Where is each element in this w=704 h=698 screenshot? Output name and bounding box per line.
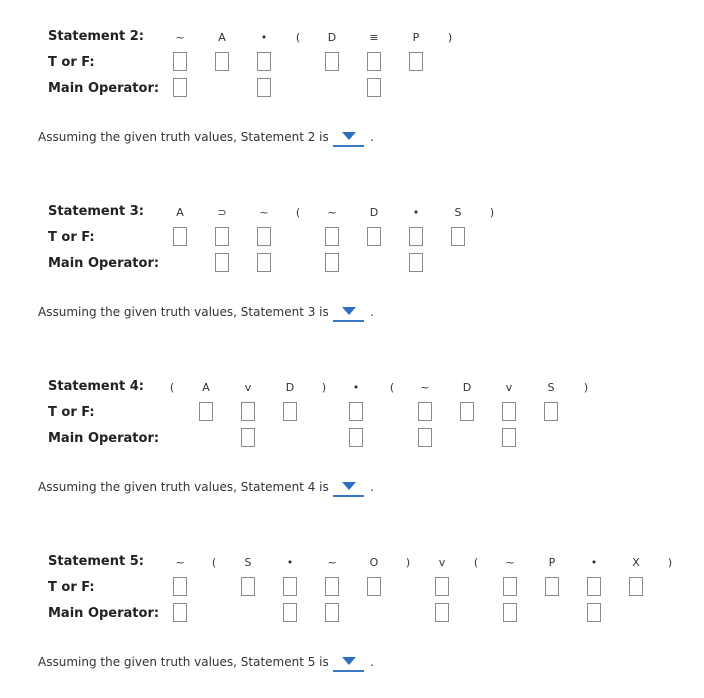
tf-input-box[interactable] — [367, 577, 381, 596]
tf-input-box[interactable] — [367, 227, 381, 246]
symbol-dot: • — [412, 206, 420, 219]
symbol-letter: D — [285, 381, 295, 394]
symbol-letter: O — [369, 556, 379, 569]
tf-input-box[interactable] — [409, 52, 423, 71]
tf-input-box[interactable] — [241, 577, 255, 596]
main-operator-label: Main Operator: — [48, 606, 160, 621]
tf-input-box[interactable] — [418, 402, 432, 421]
tf-input-box[interactable] — [460, 402, 474, 421]
main-operator-box[interactable] — [367, 78, 381, 97]
symbol-paren-open: ( — [473, 556, 479, 569]
symbol-letter: D — [327, 31, 337, 44]
symbol-tilde: ~ — [327, 206, 337, 219]
symbol-wedge: v — [505, 381, 513, 394]
statement-title: Statement 3: — [48, 204, 144, 219]
assumption-text: Assuming the given truth values, Statement 3 is — [38, 305, 329, 319]
symbol-paren-close: ) — [667, 556, 673, 569]
main-operator-box[interactable] — [435, 603, 449, 622]
symbol-horseshoe: ⊃ — [217, 206, 227, 219]
symbol-dot: • — [590, 556, 598, 569]
main-operator-box[interactable] — [257, 253, 271, 272]
symbol-tilde: ~ — [420, 381, 430, 394]
symbol-dot: • — [286, 556, 294, 569]
tf-input-box[interactable] — [349, 402, 363, 421]
tf-input-box[interactable] — [587, 577, 601, 596]
symbol-tilde: ~ — [175, 556, 185, 569]
caret-down-icon — [342, 482, 356, 490]
period: . — [370, 480, 374, 494]
caret-down-icon — [342, 307, 356, 315]
symbol-paren-open: ( — [211, 556, 217, 569]
tf-input-box[interactable] — [173, 227, 187, 246]
tf-input-box[interactable] — [173, 577, 187, 596]
symbol-tilde: ~ — [259, 206, 269, 219]
tf-input-box[interactable] — [503, 577, 517, 596]
symbol-letter: A — [176, 206, 184, 219]
tf-label: T or F: — [48, 405, 95, 420]
main-operator-box[interactable] — [503, 603, 517, 622]
symbol-wedge: v — [438, 556, 446, 569]
main-operator-box[interactable] — [257, 78, 271, 97]
main-operator-box[interactable] — [241, 428, 255, 447]
truth-value-dropdown[interactable] — [333, 477, 364, 497]
tf-input-box[interactable] — [367, 52, 381, 71]
tf-input-box[interactable] — [283, 577, 297, 596]
symbol-paren-close: ) — [583, 381, 589, 394]
tf-input-box[interactable] — [283, 402, 297, 421]
symbol-letter: D — [462, 381, 472, 394]
period: . — [370, 655, 374, 669]
symbol-letter: A — [202, 381, 210, 394]
main-operator-box[interactable] — [215, 253, 229, 272]
main-operator-box[interactable] — [325, 603, 339, 622]
tf-input-box[interactable] — [544, 402, 558, 421]
tf-input-box[interactable] — [409, 227, 423, 246]
symbol-paren-close: ) — [489, 206, 495, 219]
symbol-tilde: ~ — [327, 556, 337, 569]
statement-title: Statement 5: — [48, 554, 144, 569]
symbol-letter: D — [369, 206, 379, 219]
symbol-triple-bar: ≡ — [369, 31, 379, 44]
symbol-paren-close: ) — [321, 381, 327, 394]
symbol-paren-open: ( — [295, 206, 301, 219]
main-operator-box[interactable] — [409, 253, 423, 272]
symbol-paren-open: ( — [295, 31, 301, 44]
tf-input-box[interactable] — [629, 577, 643, 596]
assumption-text: Assuming the given truth values, Statement 4 is — [38, 480, 329, 494]
symbol-letter: A — [218, 31, 226, 44]
main-operator-label: Main Operator: — [48, 256, 160, 271]
symbol-letter: P — [412, 31, 420, 44]
tf-input-box[interactable] — [325, 577, 339, 596]
symbol-letter: X — [632, 556, 640, 569]
tf-input-box[interactable] — [502, 402, 516, 421]
tf-label: T or F: — [48, 230, 95, 245]
symbol-letter: S — [454, 206, 462, 219]
symbol-letter: S — [547, 381, 555, 394]
symbol-paren-close: ) — [447, 31, 453, 44]
tf-input-box[interactable] — [545, 577, 559, 596]
tf-input-box[interactable] — [215, 227, 229, 246]
main-operator-label: Main Operator: — [48, 81, 160, 96]
symbol-paren-close: ) — [405, 556, 411, 569]
main-operator-box[interactable] — [349, 428, 363, 447]
tf-label: T or F: — [48, 55, 95, 70]
statement-title: Statement 2: — [48, 29, 144, 44]
main-operator-label: Main Operator: — [48, 431, 160, 446]
period: . — [370, 130, 374, 144]
symbol-tilde: ~ — [505, 556, 515, 569]
truth-value-dropdown[interactable] — [333, 302, 364, 322]
tf-input-box[interactable] — [199, 402, 213, 421]
truth-value-dropdown[interactable] — [333, 127, 364, 147]
assumption-text: Assuming the given truth values, Statement 2 is — [38, 130, 329, 144]
main-operator-box[interactable] — [502, 428, 516, 447]
statement-title: Statement 4: — [48, 379, 144, 394]
symbol-tilde: ~ — [175, 31, 185, 44]
symbol-wedge: v — [244, 381, 252, 394]
main-operator-box[interactable] — [325, 253, 339, 272]
tf-input-box[interactable] — [173, 52, 187, 71]
main-operator-box[interactable] — [173, 78, 187, 97]
assumption-text: Assuming the given truth values, Statement 5 is — [38, 655, 329, 669]
caret-down-icon — [342, 657, 356, 665]
main-operator-box[interactable] — [283, 603, 297, 622]
symbol-paren-open: ( — [169, 381, 175, 394]
symbol-letter: S — [244, 556, 252, 569]
tf-input-box[interactable] — [215, 52, 229, 71]
tf-input-box[interactable] — [325, 227, 339, 246]
symbol-letter: P — [548, 556, 556, 569]
period: . — [370, 305, 374, 319]
symbol-dot: • — [352, 381, 360, 394]
tf-input-box[interactable] — [325, 52, 339, 71]
tf-input-box[interactable] — [257, 52, 271, 71]
tf-input-box[interactable] — [451, 227, 465, 246]
caret-down-icon — [342, 132, 356, 140]
symbol-dot: • — [260, 31, 268, 44]
tf-input-box[interactable] — [435, 577, 449, 596]
tf-label: T or F: — [48, 580, 95, 595]
main-operator-box[interactable] — [418, 428, 432, 447]
main-operator-box[interactable] — [173, 603, 187, 622]
tf-input-box[interactable] — [257, 227, 271, 246]
tf-input-box[interactable] — [241, 402, 255, 421]
truth-value-dropdown[interactable] — [333, 652, 364, 672]
main-operator-box[interactable] — [587, 603, 601, 622]
symbol-paren-open: ( — [389, 381, 395, 394]
